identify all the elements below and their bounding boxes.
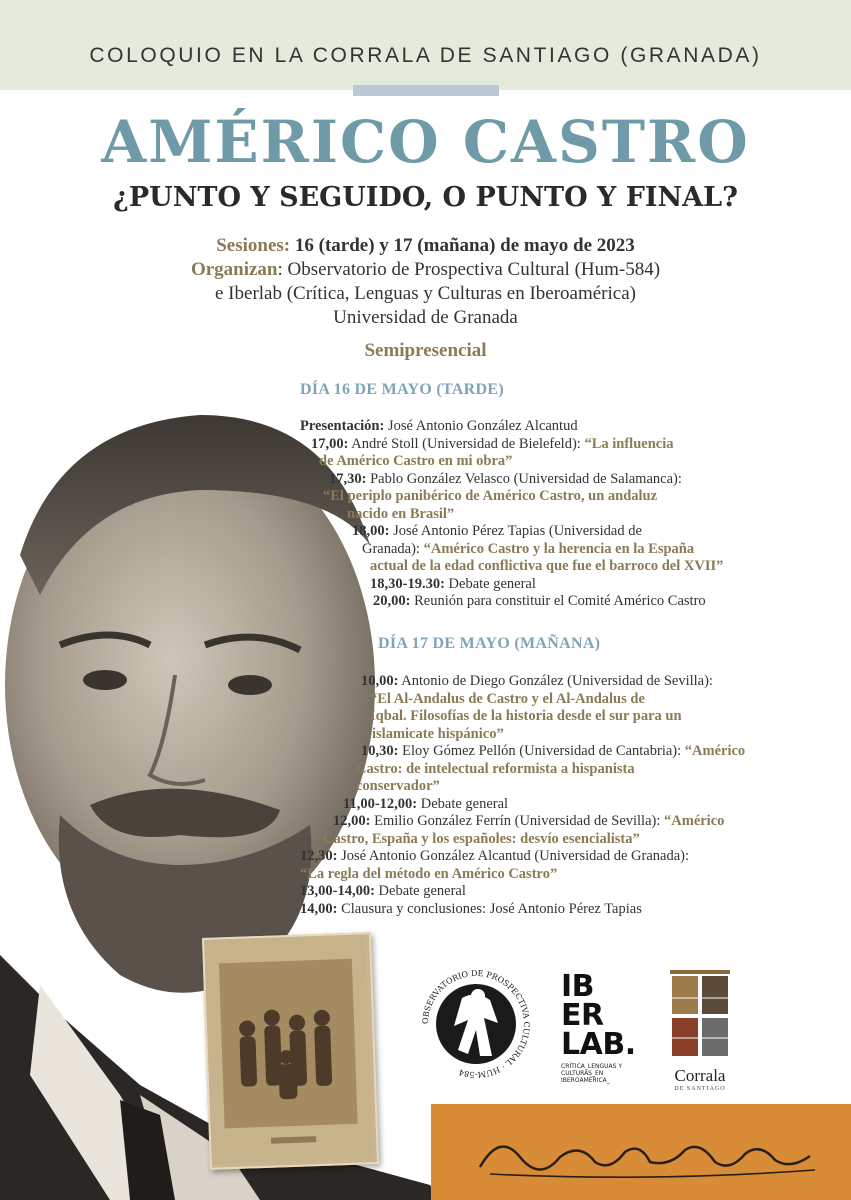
program-line <box>333 813 724 831</box>
program-line <box>352 523 642 541</box>
program-text: Granada): <box>362 540 424 557</box>
day1-heading: DÍA 16 DE MAYO (TARDE) <box>300 381 504 398</box>
program-line <box>300 883 466 901</box>
program-text: André Stoll (Universidad de Bielefeld): <box>348 435 585 452</box>
program-line <box>300 418 578 436</box>
program-time: 18,00: <box>352 523 390 539</box>
program-text: Emilio González Ferrín (Universidad de Sevilla): <box>370 813 665 829</box>
corrala-logo <box>660 968 740 1092</box>
program-time: 17,00: <box>311 435 349 452</box>
program-line <box>329 471 682 489</box>
observatorio-ring-text: OBSERVATORIO DE PROSPECTIVA CULTURAL · HUM-584 <box>420 968 532 1080</box>
program-title: “El Al-Andalus de Castro y el Al-Andalus de <box>370 690 645 707</box>
program-title: “El periplo panibérico de Américo Castro, un andaluz <box>323 488 658 504</box>
program-title: actual de la edad conflictiva que fue el barroco del XVII” <box>370 558 724 574</box>
program-line <box>370 558 723 576</box>
program-time: 20,00: <box>373 593 411 609</box>
program-line <box>300 848 689 866</box>
organizan-label: Organizan <box>190 259 278 280</box>
program-time: 17,30: <box>329 470 367 487</box>
program-time: 10,00: <box>361 673 399 689</box>
program-time: 14,00: <box>300 900 338 917</box>
program-text: José Antonio González Alcantud <box>384 418 578 434</box>
program-time: 12,00: <box>333 813 371 829</box>
program-line <box>372 726 504 744</box>
program-line <box>361 673 713 691</box>
program-text: Eloy Gómez Pellón (Universidad de Cantabria): <box>398 743 685 759</box>
program-time: 10,30: <box>361 743 399 759</box>
program-title: “La influencia <box>584 435 674 452</box>
family-photo-image <box>204 934 373 1163</box>
vintage-photo <box>202 932 379 1170</box>
program-line <box>347 506 454 524</box>
program-title: islamicate hispánico” <box>372 725 504 742</box>
program-title: nacido en Brasil” <box>347 505 455 522</box>
program-text: José Antonio Pérez Tapias (Universidad de <box>389 523 642 539</box>
observatorio-logo <box>420 968 532 1080</box>
program-line <box>356 761 635 779</box>
program-time: 12,30: <box>300 848 338 864</box>
program-line <box>343 796 508 814</box>
corrala-name: Corrala <box>674 1066 726 1085</box>
iberlab-line-1: IB <box>561 969 595 1004</box>
program-text: Debate general <box>417 795 509 812</box>
decorative-bar <box>353 85 499 96</box>
organizan-line3: Universidad de Granada <box>333 307 518 328</box>
program-title: “Américo Castro y la herencia en la España <box>423 540 695 557</box>
header-text: COLOQUIO EN LA CORRALA DE SANTIAGO (GRANADA) <box>89 44 762 67</box>
iberlab-subtitle: CRÍTICA_LENGUAS Y CULTURAS_EN IBEROAMÉRICA_ <box>561 1063 623 1084</box>
program-line <box>361 743 745 761</box>
program-line <box>370 691 645 709</box>
main-title: AMÉRICO CASTRO <box>101 108 750 176</box>
program-line <box>319 453 512 471</box>
corrala-building-icon <box>660 968 740 1060</box>
program-line <box>373 593 706 611</box>
program-text: Reunión para constituir el Comité Américo Castro <box>410 593 706 609</box>
corrala-subtitle: DE SANTIAGO <box>674 1086 726 1092</box>
program-line <box>300 866 557 884</box>
program-line <box>362 541 694 559</box>
iberlab-logo <box>561 969 651 1084</box>
iberlab-line-2: ER <box>561 998 604 1033</box>
program-title: Castro: de intelectual reformista a hispanista <box>356 760 635 777</box>
program-line <box>370 708 682 726</box>
program-text: Debate general <box>374 883 466 899</box>
program-text: Pablo González Velasco (Universidad de Salamanca): <box>366 470 682 487</box>
program-title: “Américo <box>684 743 746 759</box>
program-line <box>323 488 657 506</box>
program-text: Clausura y conclusiones: José Antonio Pérez Tapias <box>337 900 642 917</box>
sesiones-label: Sesiones: <box>216 235 291 256</box>
event-info <box>0 234 851 330</box>
modality: Semipresencial <box>364 340 487 361</box>
program-title: conservador” <box>356 778 440 794</box>
day2-heading: DÍA 17 DE MAYO (MAÑANA) <box>378 635 601 652</box>
program-line <box>300 901 642 919</box>
program-line <box>356 778 440 796</box>
sesiones-value: 16 (tarde) y 17 (mañana) de mayo de 2023 <box>294 235 635 256</box>
program-line <box>323 831 640 849</box>
program-time: 18,30-19.30: <box>370 575 445 592</box>
program-line <box>370 576 536 594</box>
program-line <box>311 436 673 454</box>
program-title: Castro, España y los españoles: desvío esencialista” <box>323 830 640 847</box>
program-time: 13,00-14,00: <box>300 883 375 899</box>
program-time: Presentación: <box>300 418 385 434</box>
iberlab-line-3: LAB. <box>561 1027 636 1062</box>
program-title: “Américo <box>664 813 725 829</box>
organizan-line2: e Iberlab (Crítica, Lenguas y Culturas en Iberoamérica) <box>215 283 636 304</box>
organizan-line1: : Observatorio de Prospectiva Cultural (Hum-584) <box>277 259 661 280</box>
program-text: Debate general <box>444 575 536 592</box>
program-title: de Américo Castro en mi obra” <box>319 453 513 469</box>
signature-image <box>470 1112 830 1192</box>
subtitle: ¿PUNTO Y SEGUIDO, O PUNTO Y FINAL? <box>113 182 738 213</box>
program-text: José Antonio González Alcantud (Universidad de Granada): <box>337 848 689 864</box>
program-time: 11,00-12,00: <box>343 795 418 812</box>
header-band <box>0 0 851 90</box>
program-text: Antonio de Diego González (Universidad de Sevilla): <box>398 673 713 689</box>
program-title: Iqbal. Filosofías de la historia desde el sur para un <box>370 708 682 724</box>
program-title: “La regla del método en Américo Castro” <box>300 865 558 882</box>
